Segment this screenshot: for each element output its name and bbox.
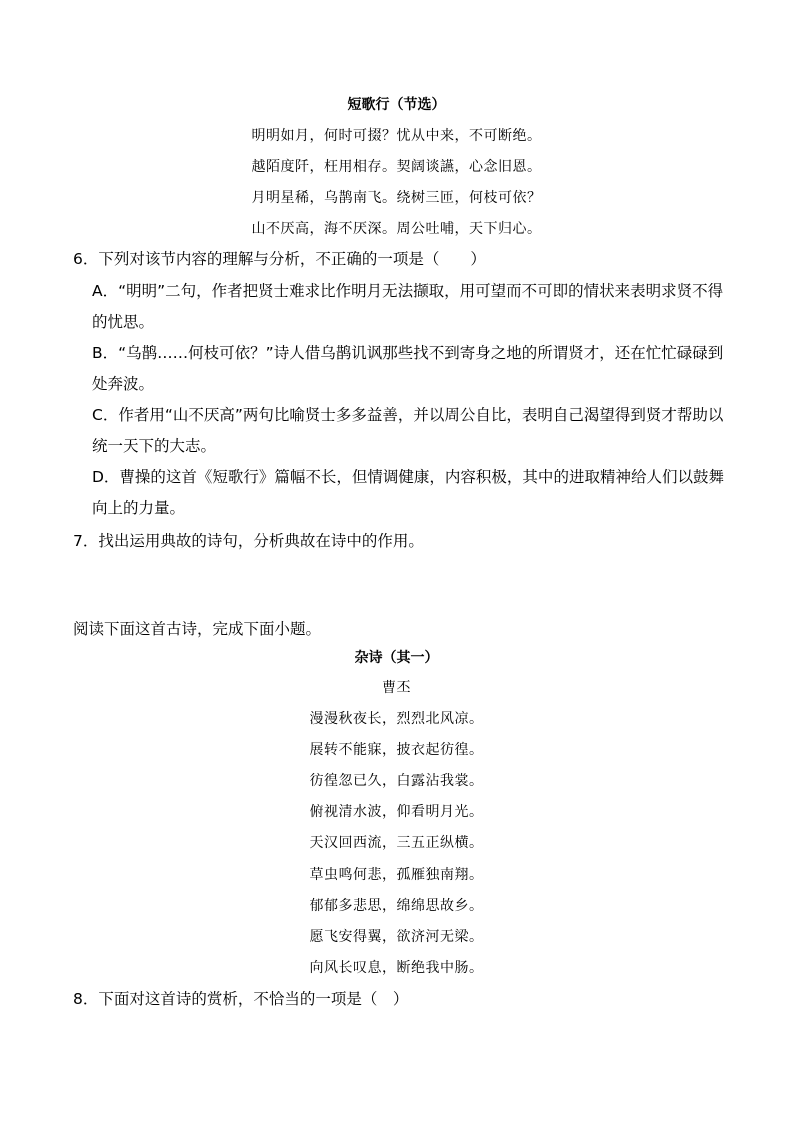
poem-line: 俯视清水波，仰看明月光。: [309, 804, 484, 820]
poem-title: 杂诗（其一）: [354, 650, 439, 666]
poem-line: 山不厌高，海不厌深。周公吐哺，天下归心。: [251, 221, 542, 237]
poem-line: 漫漫秋夜长，烈烈北风凉。: [309, 711, 484, 727]
option-c: C．作者用“山不厌高”两句比喻贤士多多益善，并以周公自比，表明自己渴望得到贤才帮助以统一天下的大志。: [92, 406, 724, 455]
option-b: B．“乌鹊……何枝可依？”诗人借乌鹊讥讽那些找不到寄身之地的所谓贤才，还在忙忙碌碌到处奔波。: [92, 344, 724, 393]
option-d: D．曹操的这首《短歌行》篇幅不长，但情调健康，内容积极，其中的进取精神给人们以鼓舞向上的力量。: [92, 468, 724, 517]
poem-line: 郁郁多悲思，绵绵思故乡。: [309, 898, 484, 914]
poem-line: 月明星稀，乌鹊南飞。绕树三匝，何枝可依？: [251, 190, 542, 206]
poem-author: 曹丕: [382, 680, 411, 696]
question-8-stem: 8．下面对这首诗的赏析，不恰当的一项是（ ）: [73, 990, 409, 1008]
poem-line: 愿飞安得翼，欲济河无梁。: [309, 929, 484, 945]
poem-title: 短歌行（节选）: [347, 97, 446, 113]
question-7-stem: 7．找出运用典故的诗句，分析典故在诗中的作用。: [73, 532, 424, 550]
poem-line: 展转不能寐，披衣起彷徨。: [309, 742, 484, 758]
question-6-stem: 6．下列对该节内容的理解与分析，不正确的一项是（ ）: [73, 250, 486, 268]
poem-line: 明明如月，何时可掇？忧从中来，不可断绝。: [251, 128, 542, 144]
poem-line: 彷徨忽已久，白露沾我裳。: [309, 773, 484, 789]
poem-line: 天汉回西流，三五正纵横。: [309, 835, 484, 851]
poem-line: 向风长叹息，断绝我中肠。: [309, 960, 484, 976]
reading-intro: 阅读下面这首古诗，完成下面小题。: [73, 620, 322, 638]
option-a: A．“明明”二句，作者把贤士难求比作明月无法撷取，用可望而不可即的情状来表明求贤不得的忧思。: [92, 282, 724, 331]
poem-line: 越陌度阡，枉用相存。契阔谈讌，心念旧恩。: [251, 159, 542, 175]
poem-line: 草虫鸣何悲，孤雁独南翔。: [309, 867, 484, 883]
